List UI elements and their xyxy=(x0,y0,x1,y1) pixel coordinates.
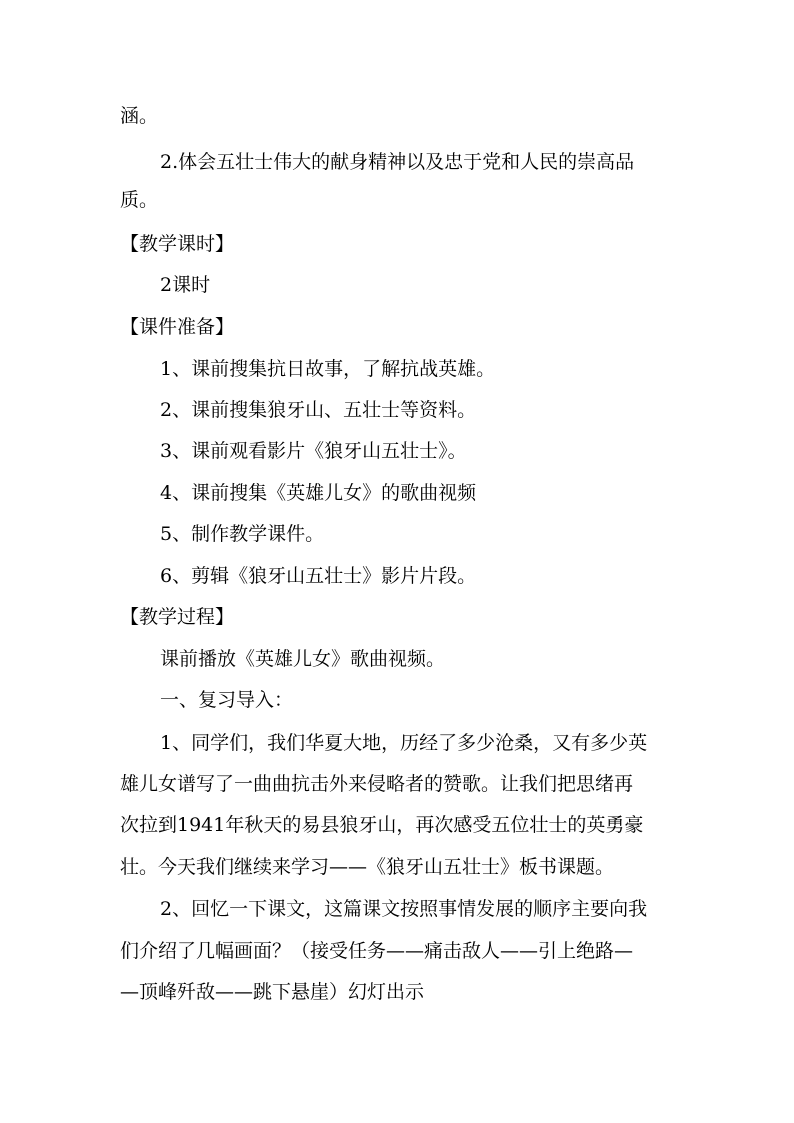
subsection-heading: 一、复习导入： xyxy=(160,689,294,711)
list-item: 4、课前搜集《英雄儿女》的歌曲视频 xyxy=(160,482,477,504)
paragraph-line: 次拉到1941年秋天的易县狼牙山，再次感受五位壮士的英勇豪 xyxy=(120,814,644,836)
paragraph-line: 涵。 xyxy=(120,105,159,127)
list-item: 1、课前搜集抗日故事，了解抗战英雄。 xyxy=(160,358,496,380)
paragraph-line: 1、同学们，我们华夏大地，历经了多少沧桑，又有多少英 xyxy=(160,732,648,754)
section-heading-materials: 【课件准备】 xyxy=(120,316,235,338)
list-item: 5、制作教学课件。 xyxy=(160,523,325,545)
paragraph-line: 雄儿女谱写了一曲曲抗击外来侵略者的赞歌。让我们把思绪再 xyxy=(120,773,634,795)
teaching-hours-value: 2课时 xyxy=(160,274,211,296)
paragraph-line: 质。 xyxy=(120,189,159,211)
paragraph-line: 们介绍了几幅画面？（接受任务——痛击敌人——引上绝路— xyxy=(120,940,634,962)
paragraph-line: 壮。今天我们继续来学习——《狼牙山五壮士》板书课题。 xyxy=(120,856,615,878)
section-heading-teaching-hours: 【教学课时】 xyxy=(120,233,235,255)
list-item: 6、剪辑《狼牙山五壮士》影片片段。 xyxy=(160,565,477,587)
list-item: 3、课前观看影片《狼牙山五壮士》。 xyxy=(160,440,467,462)
section-heading-process: 【教学过程】 xyxy=(120,606,235,628)
paragraph-line: 2、回忆一下课文，这篇课文按照事情发展的顺序主要向我 xyxy=(160,898,648,920)
paragraph-line: 课前播放《英雄儿女》歌曲视频。 xyxy=(160,648,446,670)
list-item: 2、课前搜集狼牙山、五壮士等资料。 xyxy=(160,399,477,421)
objective-2-line: 2.体会五壮士伟大的献身精神以及忠于党和人民的崇高品 xyxy=(160,151,635,173)
paragraph-line: —顶峰歼敌——跳下悬崖）幻灯出示 xyxy=(120,981,425,1003)
